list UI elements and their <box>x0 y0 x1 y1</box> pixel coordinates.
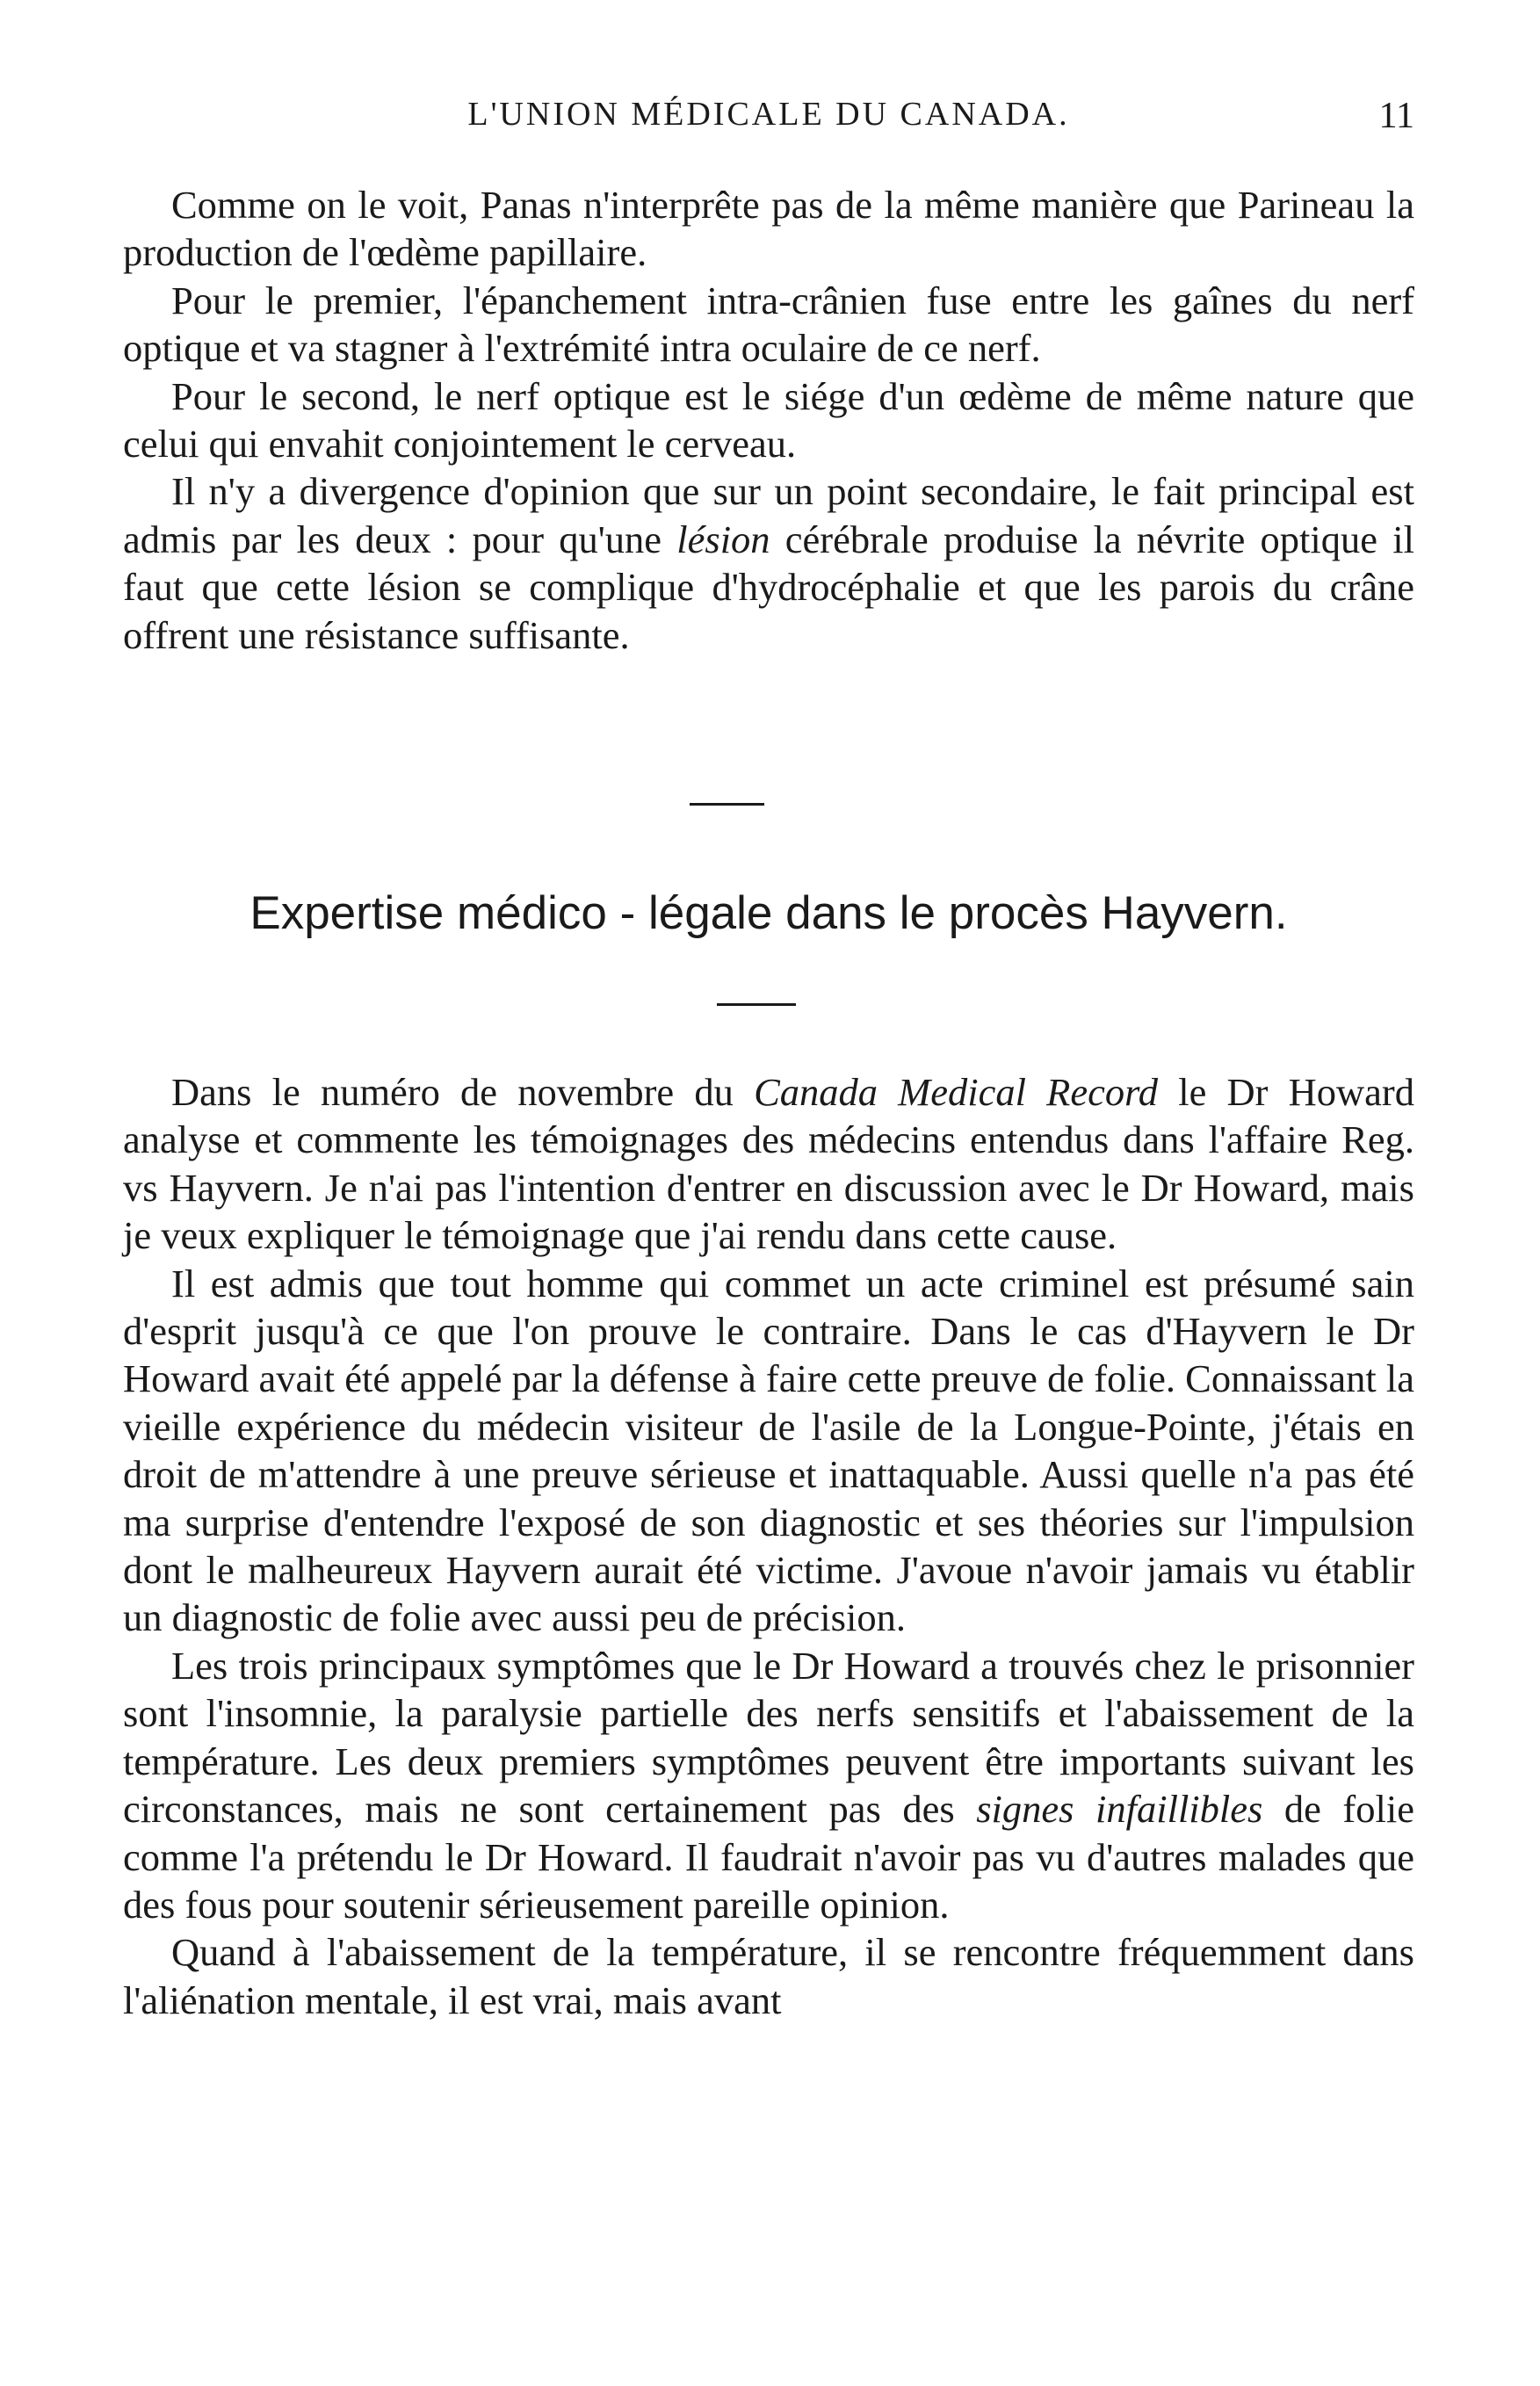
page-number: 11 <box>1378 96 1414 136</box>
intro-text <box>123 181 1414 659</box>
section-heading: Expertise médico - légale dans le procès Hayvern. <box>249 887 1288 939</box>
journal-title: Canada Medical Record <box>754 1070 1159 1114</box>
running-head <box>123 95 1414 156</box>
paragraph: Quand à l'abaissement de la température, il se rencontre fréquemment dans l'aliénation mentale, il est vrai, mais avant <box>123 1930 1414 2022</box>
paragraph: Pour le premier, l'épanchement intra-crânien fuse entre les gaînes du nerf optique et va stagner à l'extrémité intra oculaire de ce nerf. <box>123 278 1414 371</box>
italic-term: signes infaillibles <box>976 1787 1263 1832</box>
paragraph-text: de folie comme l'a prétendu le Dr Howard. Il faudrait n'avoir pas vu d'autres malades que des fous pour soutenir sérieusement pareille opinion. <box>123 1787 1414 1927</box>
paragraph-text: Il n'y a divergence d'opinion que sur un point secondaire, le fait principal est admis par les deux : pour qu'une <box>123 469 1414 561</box>
paragraph: Il est admis que tout homme qui commet un acte criminel est présumé sain d'esprit jusqu'à ce que l'on prouve le contraire. Dans le cas d'Hayvern le Dr Howard avait été appelé par la défense à faire cette preuve de folie. Connaissant la vieille expérience du médecin visiteur de l'asile de la Longue-Pointe, j'étais en droit de m'attendre à une preuve sérieuse et inattaquable. Aussi quelle n'a pas été ma surprise d'entendre l'exposé de son diagnostic et ses théories sur l'impulsion dont le malheureux Hayvern aurait été victime. J'avoue n'avoir jamais vu établir un diagnostic de folie avec aussi peu de précision. <box>123 1261 1414 1640</box>
paragraph-text: Dans le numéro de novembre du <box>171 1070 755 1114</box>
paragraph: Pour le second, le nerf optique est le siége d'un œdème de même nature que celui qui envahit conjointement le cerveau. <box>123 373 1414 466</box>
italic-term: lésion <box>676 517 770 561</box>
paragraph-text: Les trois principaux symptômes que le Dr Howard a trouvés chez le prisonnier sont l'insomnie, la paralysie partielle des nerfs sensitifs et l'abaissement de la température. Les deux premiers symptômes peuvent être importants suivant les circonstances, mais ne sont certainement pas des <box>123 1643 1414 1832</box>
separator-rule <box>717 1003 796 1006</box>
paragraph: Comme on le voit, Panas n'interprête pas de la même manière que Parineau la production de l'œdème papillaire. <box>123 183 1414 275</box>
paragraph-text: le Dr Howard analyse et commente les témoignages des médecins entendus dans l'affaire Reg. vs Hayvern. Je n'ai pas l'intention d'entrer en discussion avec le Dr Howard, mais je veux expliquer le témoignage que j'ai rendu dans cette cause. <box>123 1070 1414 1258</box>
paragraph-text: cérébrale produise la névrite optique il faut que cette lésion se complique d'hydrocéphalie et que les parois du crâne offrent une résistance suffisante. <box>123 517 1414 657</box>
section-text <box>123 1068 1414 2024</box>
running-title: L'UNION MÉDICALE DU CANADA. <box>467 96 1070 133</box>
paragraph <box>123 1068 1414 1260</box>
separator-rule <box>690 803 764 806</box>
paragraph <box>123 1642 1414 1928</box>
paragraph <box>123 467 1414 659</box>
